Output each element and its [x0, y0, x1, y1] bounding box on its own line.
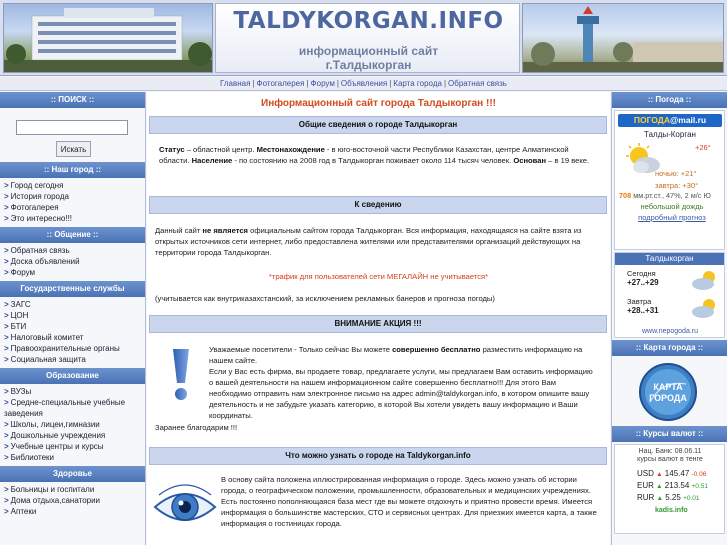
currency-value: 5.25 — [665, 493, 681, 502]
arrow-icon: > — [4, 344, 9, 353]
menu-item-social[interactable] — [4, 354, 145, 365]
currency-code: RUR — [637, 493, 655, 502]
our-city-heading: :: Наш город :: — [0, 162, 145, 178]
promo-text — [209, 344, 599, 421]
menu-item-label: Дошкольные учреждения — [10, 431, 106, 440]
currency-code: EUR — [637, 481, 654, 490]
menu-item-label: Аптеки — [10, 507, 37, 516]
arrow-icon: > — [4, 387, 9, 396]
menu-item-preschool[interactable] — [4, 430, 145, 441]
currency-change: -0.06 — [691, 471, 707, 478]
menu-item-feedback[interactable] — [4, 245, 145, 256]
communication-menu — [0, 243, 145, 281]
currency-date-line: Нац. Банк: 08.06.11 — [638, 448, 702, 455]
left-sidebar — [0, 92, 146, 545]
menu-item-courses[interactable] — [4, 441, 145, 452]
arrow-icon: > — [4, 420, 9, 429]
menu-item-city-history[interactable] — [4, 191, 145, 202]
menu-item-label: Правоохранительные органы — [10, 344, 120, 353]
gov-services-menu — [0, 297, 145, 368]
menu-item-bti[interactable] — [4, 321, 145, 332]
arrow-up-icon: ▲ — [656, 495, 664, 502]
menu-item-label: Доска объявлений — [10, 257, 80, 266]
weather-heading: :: Погода :: — [612, 92, 727, 108]
arrow-icon: > — [4, 496, 9, 505]
weather-logo[interactable] — [618, 114, 722, 127]
menu-item-photogallery[interactable] — [4, 202, 145, 213]
site-subtitle: информационный сайт — [298, 44, 439, 58]
status-text: – областной центр. — [184, 145, 257, 154]
site-header — [0, 0, 727, 76]
menu-item-board[interactable] — [4, 256, 145, 267]
menu-item-tax[interactable] — [4, 332, 145, 343]
weather-night: ночью: +21° — [655, 169, 697, 178]
arrow-up-icon: ▲ — [656, 471, 663, 478]
arrow-icon: > — [4, 311, 9, 320]
nepogoda-tomorrow — [627, 297, 659, 315]
nav-gallery[interactable]: Фотогалерея — [256, 79, 305, 88]
section-heading-about: Что можно узнать о городе на Taldykorgan.info — [149, 447, 607, 465]
nepogoda-tomorrow-value: +28..+31 — [627, 306, 659, 315]
menu-item-pharmacies[interactable] — [4, 506, 145, 517]
weather-now-temp: +26° — [695, 143, 711, 152]
partly-cloudy-icon — [691, 269, 719, 291]
currency-site[interactable]: kadis.info — [655, 507, 688, 514]
promo-text-bold: совершенно бесплатно — [392, 345, 481, 354]
general-info-text — [159, 144, 599, 166]
notice-text — [155, 225, 601, 258]
search-heading: :: ПОИСК :: — [0, 92, 145, 108]
nav-feedback[interactable]: Обратная связь — [448, 79, 507, 88]
menu-item-interesting[interactable] — [4, 213, 145, 224]
currency-widget[interactable] — [614, 444, 725, 534]
promo-thanks: Заранее благодарим !!! — [155, 423, 238, 432]
currency-value: 145.47 — [664, 469, 690, 478]
nepogoda-today-label: Сегодня — [627, 269, 656, 278]
population-label: Население — [191, 156, 233, 165]
currency-heading: :: Курсы валют :: — [612, 426, 727, 442]
section-heading-general: Общие сведения о городе Талдыкорган — [149, 116, 607, 134]
weather-details — [619, 191, 727, 200]
right-sidebar — [611, 92, 727, 545]
arrow-icon: > — [4, 192, 9, 201]
notice-text-rest: официальным сайтом города Талдыкорган. Вся информация, находящаяся на сайте взята из открытых источников сети интернет, либо предоставлена жителями или представителями организаций действующих на территории города Талдыкорган. — [155, 226, 582, 257]
communication-heading: :: Общение :: — [0, 227, 145, 243]
weather-details-rest: мм.рт.ст., 47%, 2 м/с Ю — [631, 191, 711, 200]
section-heading-promo: ВНИМАНИЕ АКЦИЯ !!! — [149, 315, 607, 333]
promo-line-2: Если у Вас есть фирма, вы продаете товар, предлагаете услуги, мы предлагаем Вам оставить информацию о вашей деятельности на нашем информационном сайте совершенно бесплатно!!! Для этого Вам необходимо отправить нам электронное письмо на адрес admin@taldykorgan.info, в котором опишите вашу деятельность и не забудьте указать категорию, в которой Вы хотели увидеть вашу информацию и Ваши координаты. — [209, 367, 593, 420]
currency-change: +0.51 — [691, 483, 708, 490]
city-map-label-2: ГОРОДА — [649, 393, 687, 403]
weather-city: Талды-Корган — [644, 130, 696, 139]
weather-pressure: 708 — [619, 191, 632, 200]
traffic-note: *трафик для пользователей сети МЕГАЛАЙН не учитывается* — [268, 272, 489, 281]
status-label: Статус — [159, 145, 185, 154]
main-content — [147, 92, 610, 545]
menu-item-label: Больницы и госпитали — [10, 485, 95, 494]
arrow-icon: > — [4, 431, 9, 440]
menu-item-city-today[interactable] — [4, 180, 145, 191]
menu-item-con[interactable] — [4, 310, 145, 321]
top-navigation — [0, 77, 727, 91]
nav-home[interactable]: Главная — [220, 79, 251, 88]
city-map-label-1: КАРТА — [653, 382, 683, 392]
currency-code: USD — [637, 469, 654, 478]
menu-item-label: ЗАГС — [10, 300, 31, 309]
city-map-panel — [612, 356, 727, 426]
arrow-icon: > — [4, 398, 9, 407]
menu-item-schools[interactable] — [4, 419, 145, 430]
exclamation-icon — [169, 347, 193, 403]
menu-item-universities[interactable] — [4, 386, 145, 397]
menu-item-label: БТИ — [10, 322, 27, 331]
arrow-icon: > — [4, 300, 9, 309]
health-menu — [0, 482, 145, 520]
menu-item-label: Форум — [10, 268, 35, 277]
menu-item-sanatoriums[interactable] — [4, 495, 145, 506]
header-title-panel — [215, 3, 520, 73]
promo-text-start: Уважаемые посетители - Только сейчас Вы можете — [209, 345, 393, 354]
menu-item-zags[interactable] — [4, 299, 145, 310]
arrow-icon: > — [4, 214, 9, 223]
weather-logo-b: @mail.ru — [669, 115, 707, 125]
gov-services-heading: Государственные службы — [0, 281, 145, 297]
search-input[interactable] — [16, 120, 128, 135]
location-text: - в юго-восточной части Республики Казахстан, центре Алматинской области. — [159, 145, 569, 165]
page-title: Информационный сайт города Талдыкорган !!! — [261, 98, 496, 109]
currency-row-eur — [637, 481, 708, 490]
notice-text-start: Данный сайт — [155, 226, 203, 235]
nepogoda-today-value: +27..+29 — [627, 278, 659, 287]
arrow-icon: > — [4, 485, 9, 494]
nav-separator: | — [443, 79, 447, 88]
arrow-icon: > — [4, 268, 9, 277]
menu-item-label: Средне-специальные учебные заведения — [4, 398, 126, 418]
weather-widget[interactable] — [614, 110, 725, 250]
menu-item-label: Школы, лицеи,гимназии — [10, 420, 100, 429]
currency-row-rur — [637, 493, 700, 502]
arrow-icon: > — [4, 257, 9, 266]
menu-item-label: ЦОН — [10, 311, 29, 320]
education-heading: Образование — [0, 368, 145, 384]
arrow-icon: > — [4, 203, 9, 212]
population-text: - по состоянию на 2008 год в Талдыкорган поживает около 114 тысяч человек. — [232, 156, 514, 165]
search-button[interactable]: Искать — [56, 141, 91, 157]
menu-item-libraries[interactable] — [4, 452, 145, 463]
nav-separator: | — [336, 79, 339, 88]
nepogoda-city: Талдыкорган — [615, 253, 724, 265]
education-menu — [0, 384, 145, 466]
menu-item-forum[interactable] — [4, 267, 145, 278]
nav-separator: | — [389, 79, 392, 88]
arrow-icon: > — [4, 181, 9, 190]
menu-item-hospitals[interactable] — [4, 484, 145, 495]
arrow-icon: > — [4, 246, 9, 255]
menu-item-label: Библиотеки — [10, 453, 55, 462]
menu-item-colleges[interactable] — [4, 397, 145, 419]
header-photo-tower — [522, 3, 724, 73]
promo-text-rest: разместить информацию на нашем сайте. — [209, 345, 583, 365]
partly-cloudy-icon — [691, 297, 719, 319]
founded-label: Основан — [513, 156, 547, 165]
currency-note: курсы валют в тенге — [637, 456, 703, 463]
section-heading-notice: К сведению — [149, 196, 607, 214]
menu-item-label: ВУЗы — [10, 387, 32, 396]
nav-city-map[interactable]: Карта города — [393, 79, 442, 88]
arrow-icon: > — [4, 355, 9, 364]
traffic-explanation: (учитывается как внутриказахстанский, за исключением рекламных банеров и прогноза погоды) — [155, 294, 495, 303]
menu-item-label: Фотогалерея — [10, 203, 59, 212]
menu-item-label: Обратная связь — [10, 246, 70, 255]
header-photo-buildings — [3, 3, 213, 73]
site-title[interactable]: TALDYKORGAN.INFO — [233, 8, 504, 34]
currency-change: +0.01 — [683, 495, 700, 502]
currency-value: 213.54 — [664, 481, 690, 490]
menu-item-label: Налоговый комитет — [10, 333, 84, 342]
arrow-icon: > — [4, 507, 9, 516]
arrow-up-icon: ▲ — [656, 483, 663, 490]
menu-item-label: Учебные центры и курсы — [10, 442, 104, 451]
health-heading: Здоровье — [0, 466, 145, 482]
city-map-icon[interactable] — [638, 362, 698, 422]
nav-forum[interactable]: Форум — [310, 79, 335, 88]
arrow-icon: > — [4, 322, 9, 331]
nepogoda-site[interactable]: www.nepogoda.ru — [641, 328, 699, 335]
menu-item-label: Дома отдыха,санатории — [10, 496, 101, 505]
location-label: Местонахождение — [256, 145, 325, 154]
nav-ads[interactable]: Объявления — [340, 79, 388, 88]
nav-separator: | — [306, 79, 309, 88]
currency-date — [615, 448, 725, 464]
menu-item-label: История города — [10, 192, 69, 201]
nepogoda-tomorrow-label: Завтра — [627, 297, 652, 306]
menu-item-police[interactable] — [4, 343, 145, 354]
search-panel — [0, 108, 145, 162]
currency-row-usd — [637, 469, 706, 478]
site-city: г.Талдыкорган — [325, 58, 412, 72]
arrow-icon: > — [4, 442, 9, 451]
promo-line-1 — [209, 344, 599, 366]
our-city-menu — [0, 178, 145, 227]
weather-tomorrow: завтра: +30° — [655, 181, 699, 190]
eye-icon — [153, 477, 217, 537]
weather-condition: небольшой дождь — [640, 202, 704, 211]
nepogoda-widget[interactable] — [614, 252, 725, 338]
nav-separator: | — [252, 79, 255, 88]
notice-text-bold: не является — [202, 226, 248, 235]
founded-text: – в 19 веке. — [546, 156, 590, 165]
arrow-icon: > — [4, 453, 9, 462]
city-map-heading: :: Карта города :: — [612, 340, 727, 356]
about-text: В основу сайта положена иллюстрированная информация о городе. Здесь можно узнать об истории города, о географическом положении, промышленности, образовательных и медицинских учреждениях. Есть постоянно пополняющаяся база мест где вы можете отдохнуть и приятно провести время. Имеется информация о большинстве мастерских, СТО и сервисных центрах. Для приезжих имеется карта, а также информация о гостиницах города. — [221, 475, 597, 528]
weather-forecast-link[interactable]: подробный прогноз — [638, 213, 706, 222]
nepogoda-today — [627, 269, 659, 287]
menu-item-label: Город сегодня — [10, 181, 64, 190]
menu-item-label: Это интересно!!! — [10, 214, 73, 223]
menu-item-label: Социальная защита — [10, 355, 86, 364]
arrow-icon: > — [4, 333, 9, 342]
weather-logo-a: ПОГОДА — [633, 115, 670, 125]
